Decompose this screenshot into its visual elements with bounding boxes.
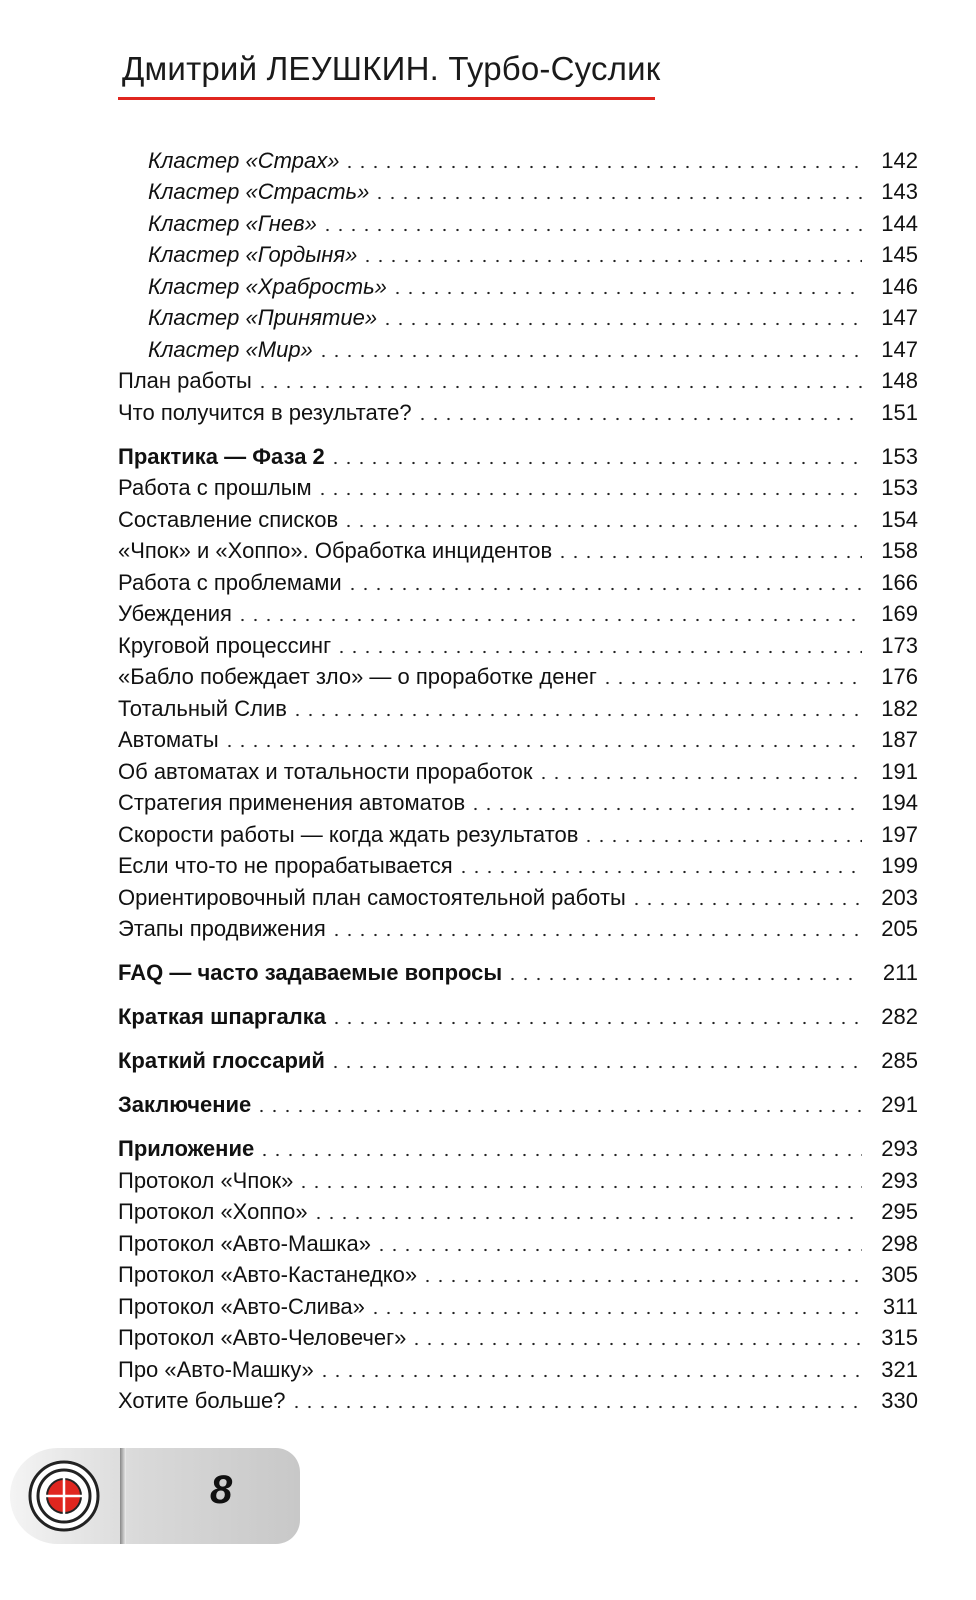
toc-entry-page: 205	[881, 916, 918, 941]
toc-dot-leader	[236, 618, 862, 622]
toc-entry-title: Убеждения	[118, 601, 232, 626]
toc-dot-leader	[297, 1185, 862, 1189]
toc-dot-leader	[381, 322, 862, 326]
toc-entry-title: Про «Авто-Машку»	[118, 1356, 314, 1382]
toc-dot-leader	[537, 776, 863, 780]
toc-entry-page: 158	[881, 538, 918, 563]
toc-dot-leader	[556, 555, 862, 559]
toc-entry[interactable]	[118, 1194, 918, 1226]
toc-entry-page: 199	[881, 853, 918, 878]
toc-entry-page: 146	[881, 273, 918, 299]
toc-entry-page: 143	[881, 179, 918, 204]
toc-dot-leader	[330, 1021, 862, 1025]
toc-dot-leader	[346, 587, 862, 591]
toc-entry-title: Протокол «Авто-Кастанедко»	[118, 1262, 418, 1287]
toc-entry-page: 311	[882, 1293, 918, 1319]
toc-dot-leader	[410, 1342, 862, 1346]
toc-entry-page: 321	[881, 1356, 918, 1382]
toc-entry-page: 148	[881, 368, 918, 393]
toc-entry[interactable]	[118, 627, 918, 659]
toc-entry-title: Практика — Фаза 2	[118, 443, 325, 469]
toc-entry-page: 330	[881, 1388, 918, 1413]
toc-dot-leader	[369, 1311, 862, 1315]
footer-divider	[120, 1448, 126, 1544]
running-header-title: Дмитрий ЛЕУШКИН. Турбо-Суслик	[122, 50, 661, 87]
toc-entry[interactable]	[118, 722, 918, 754]
toc-entry-page: 298	[881, 1230, 918, 1256]
toc-entry-title: План работы	[118, 368, 252, 393]
toc-entry-title: Протокол «Авто-Слива»	[118, 1293, 365, 1319]
toc-dot-leader	[291, 713, 862, 717]
toc-entry[interactable]	[118, 533, 918, 565]
toc-dot-leader	[318, 1374, 862, 1378]
toc-entry[interactable]	[118, 440, 918, 470]
toc-entry-title: Протокол «Хоппо»	[118, 1199, 308, 1224]
toc-entry[interactable]	[118, 848, 918, 880]
toc-entry-title: Приложение	[118, 1136, 255, 1161]
toc-entry-title: FAQ — часто задаваемые вопросы	[118, 960, 503, 985]
toc-entry[interactable]	[118, 753, 918, 785]
toc-entry-page: 166	[881, 569, 918, 595]
toc-entry-page: 144	[881, 210, 918, 236]
toc-entry-title: «Бабло побеждает зло» — о проработке денег	[118, 664, 597, 689]
toc-entry-page: 147	[881, 305, 918, 330]
toc-entry[interactable]	[118, 956, 918, 986]
toc-entry[interactable]	[118, 690, 918, 722]
toc-entry-page: 197	[881, 821, 918, 847]
toc-entry[interactable]	[118, 816, 918, 848]
toc-entry-page: 153	[881, 443, 918, 469]
toc-entry-title: Работа с проблемами	[118, 569, 342, 595]
toc-entry-title: Круговой процессинг	[118, 632, 332, 658]
toc-entry-page: 187	[881, 727, 918, 752]
toc-entry-title: Кластер «Страх»	[148, 147, 340, 173]
toc-entry[interactable]	[118, 237, 918, 269]
toc-entry-title: Об автоматах и тотальности проработок	[118, 758, 533, 784]
toc-entry-title: Если что-то не прорабатывается	[118, 853, 453, 878]
toc-entry[interactable]	[118, 1162, 918, 1194]
toc-dot-leader	[391, 291, 862, 295]
toc-entry-page: 154	[881, 506, 918, 532]
toc-dot-leader	[601, 681, 862, 685]
toc-entry-title: Протокол «Авто-Человечег»	[118, 1325, 407, 1350]
toc-dot-leader	[312, 1216, 862, 1220]
toc-entry[interactable]	[118, 1288, 918, 1320]
toc-entry[interactable]	[118, 174, 918, 206]
toc-entry-title: Работа с прошлым	[118, 475, 312, 500]
toc-dot-leader	[316, 492, 862, 496]
toc-entry-page: 147	[881, 336, 918, 362]
toc-entry-page: 295	[881, 1199, 918, 1224]
toc-entry[interactable]	[118, 1320, 918, 1352]
page-number: 8	[210, 1468, 233, 1512]
toc-entry[interactable]	[118, 1088, 918, 1118]
toc-dot-leader	[255, 1109, 862, 1113]
toc-entry-title: Скорости работы — когда ждать результатов	[118, 821, 579, 847]
toc-entry-title: Краткий глоссарий	[118, 1048, 325, 1073]
toc-entry-page: 293	[881, 1167, 918, 1193]
toc-entry-page: 153	[881, 475, 918, 500]
toc-dot-leader	[329, 461, 862, 465]
toc-entry-page: 291	[881, 1092, 918, 1117]
toc-entry-page: 305	[881, 1262, 918, 1287]
toc-entry-title: Кластер «Храбрость»	[148, 273, 387, 299]
toc-dot-leader	[457, 870, 862, 874]
toc-entry-title: Составление списков	[118, 506, 339, 532]
toc-entry[interactable]	[118, 911, 918, 943]
toc-dot-leader	[256, 385, 862, 389]
toc-entry[interactable]	[118, 1383, 918, 1415]
toc-entry-title: Кластер «Гордыня»	[148, 242, 358, 267]
toc-entry[interactable]	[118, 142, 918, 174]
toc-dot-leader	[421, 1279, 862, 1283]
toc-entry-page: 285	[881, 1048, 918, 1073]
toc-entry[interactable]	[118, 394, 918, 426]
toc-entry[interactable]	[118, 1225, 918, 1257]
toc-entry-title: Протокол «Авто-Машка»	[118, 1230, 371, 1256]
toc-entry-title: Заключение	[118, 1092, 252, 1117]
target-icon	[28, 1460, 100, 1532]
toc-dot-leader	[361, 259, 862, 263]
toc-dot-leader	[335, 650, 862, 654]
toc-entry-page: 173	[881, 632, 918, 658]
toc-entry[interactable]	[118, 363, 918, 395]
toc-dot-leader	[329, 1065, 862, 1069]
toc-entry-page: 203	[881, 884, 918, 910]
toc-entry[interactable]	[118, 470, 918, 502]
toc-entry-title: Стратегия применения автоматов	[118, 790, 466, 815]
toc-entry-page: 211	[882, 960, 918, 985]
toc-entry[interactable]	[118, 268, 918, 300]
toc-dot-leader	[506, 977, 862, 981]
toc-dot-leader	[343, 165, 862, 169]
header-red-rule	[118, 97, 655, 100]
toc-dot-leader	[330, 933, 862, 937]
toc-dot-leader	[375, 1248, 862, 1252]
toc-dot-leader	[373, 196, 862, 200]
toc-entry-title: Протокол «Чпок»	[118, 1167, 294, 1193]
table-of-contents	[118, 142, 918, 1414]
toc-entry-page: 194	[881, 790, 918, 815]
toc-entry[interactable]	[118, 501, 918, 533]
toc-entry-page: 182	[881, 695, 918, 721]
toc-entry-page: 293	[881, 1136, 918, 1161]
toc-entry-title: «Чпок» и «Хоппо». Обработка инцидентов	[118, 538, 553, 563]
toc-entry-page: 191	[881, 758, 918, 784]
toc-entry[interactable]	[118, 205, 918, 237]
toc-dot-leader	[321, 228, 862, 232]
toc-dot-leader	[223, 744, 862, 748]
toc-dot-leader	[416, 417, 862, 421]
page-footer	[10, 1448, 300, 1544]
toc-dot-leader	[582, 839, 862, 843]
toc-entry-title: Кластер «Мир»	[148, 336, 313, 362]
toc-entry-title: Этапы продвижения	[118, 916, 326, 941]
toc-entry[interactable]	[118, 785, 918, 817]
toc-dot-leader	[342, 524, 862, 528]
toc-entry[interactable]	[118, 1257, 918, 1289]
toc-entry-page: 169	[881, 601, 918, 626]
toc-entry-page: 145	[881, 242, 918, 267]
toc-entry[interactable]	[118, 596, 918, 628]
toc-entry-title: Что получится в результате?	[118, 399, 412, 425]
toc-entry-page: 176	[881, 664, 918, 689]
toc-entry[interactable]	[118, 1044, 918, 1074]
toc-entry[interactable]	[118, 300, 918, 332]
toc-entry[interactable]	[118, 879, 918, 911]
toc-dot-leader	[469, 807, 862, 811]
toc-entry-title: Тотальный Слив	[118, 695, 287, 721]
toc-dot-leader	[317, 354, 862, 358]
toc-entry-title: Ориентировочный план самостоятельной работы	[118, 884, 626, 910]
toc-entry-page: 142	[881, 147, 918, 173]
toc-dot-leader	[258, 1153, 862, 1157]
toc-entry-title: Краткая шпаргалка	[118, 1004, 326, 1029]
toc-dot-leader	[630, 902, 862, 906]
toc-entry-title: Кластер «Принятие»	[148, 305, 378, 330]
toc-entry-title: Кластер «Гнев»	[148, 210, 317, 236]
toc-entry[interactable]	[118, 1351, 918, 1383]
toc-entry[interactable]	[118, 1000, 918, 1030]
toc-entry[interactable]	[118, 564, 918, 596]
toc-entry[interactable]	[118, 1132, 918, 1162]
toc-entry-page: 282	[881, 1004, 918, 1029]
toc-entry[interactable]	[118, 331, 918, 363]
toc-entry-page: 315	[881, 1325, 918, 1350]
toc-dot-leader	[290, 1405, 863, 1409]
toc-entry-title: Хотите больше?	[118, 1388, 286, 1413]
toc-entry-title: Кластер «Страсть»	[148, 179, 370, 204]
toc-entry-page: 151	[881, 399, 918, 425]
toc-entry[interactable]	[118, 659, 918, 691]
toc-entry-title: Автоматы	[118, 727, 219, 752]
